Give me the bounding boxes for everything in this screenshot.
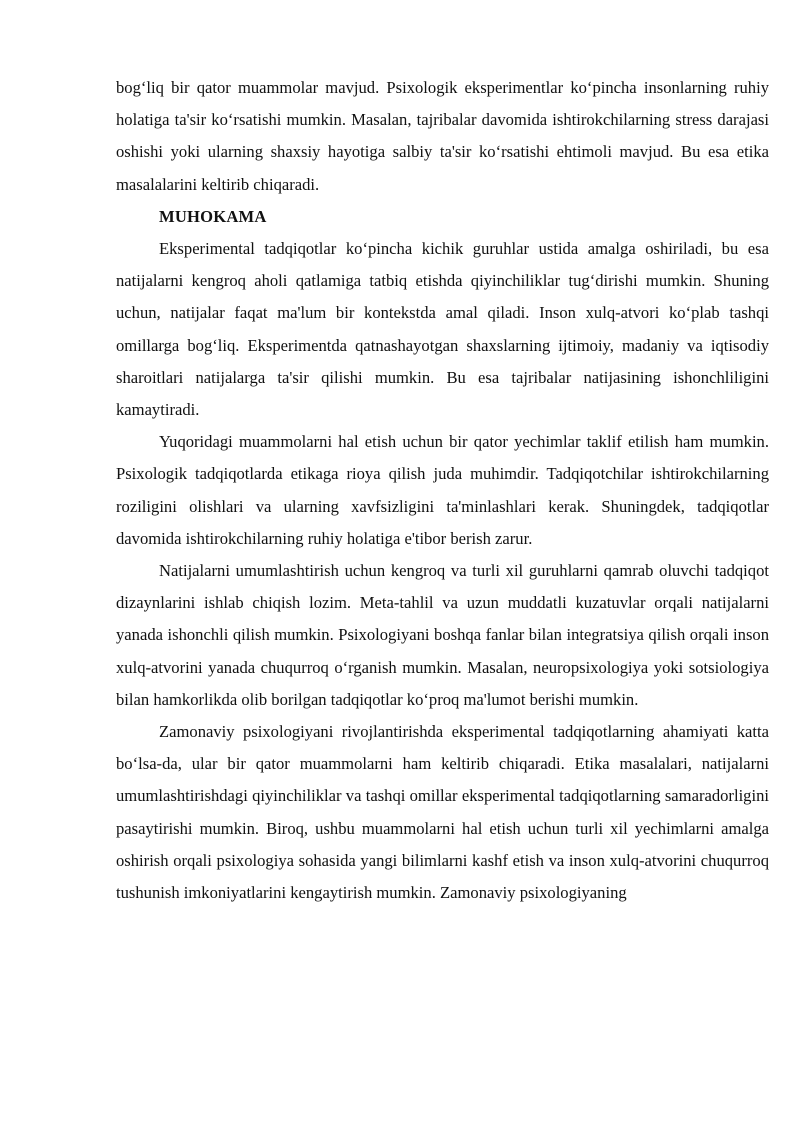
body-paragraph: Eksperimental tadqiqotlar ko‘pincha kichik guruhlar ustida amalga oshiriladi, bu esa natijalarni kengroq aholi qatlamiga tatbiq etishda qiyinchiliklar tug‘dirishi mumkin. Shuning uchun, natijalar faqat ma'lum bir kontekstda amal qiladi. Inson xulq-atvori ko‘plab tashqi omillarga bog‘liq. Eksperimentda qatnashayotgan shaxslarning ijtimoiy, madaniy va iqtisodiy sharoitlari natijalarga ta'sir qilishi mumkin. Bu esa tajribalar natijasining ishonchliligini kamaytiradi.: [116, 239, 769, 420]
section-heading: MUHOKAMA: [159, 206, 267, 226]
document-page: [116, 72, 769, 909]
body-paragraph: Yuqoridagi muammolarni hal etish uchun bir qator yechimlar taklif etilish ham mumkin. Psixologik tadqiqotlarda etikaga rioya qilish juda muhimdir. Tadqiqotchilar ishtirokchilarning roziligini olishlari va ularning xavfsizligini ta'minlashlari kerak. Shuningdek, tadqiqotlar davomida ishtirokchilarning ruhiy holatiga e'tibor berish zarur.: [116, 432, 769, 548]
body-paragraph: Natijalarni umumlashtirish uchun kengroq va turli xil guruhlarni qamrab oluvchi tadqiqot dizaynlarini ishlab chiqish lozim. Meta-tahlil va uzun muddatli kuzatuvlar orqali natijalarni yanada ishonchli qilish mumkin. Psixologiyani boshqa fanlar bilan integratsiya qilish orqali inson xulq-atvorini yanada chuqurroq o‘rganish mumkin. Masalan, neuropsixologiya yoki sotsiologiya bilan hamkorlikda olib borilgan tadqiqotlar ko‘proq ma'lumot berishi mumkin.: [116, 561, 769, 709]
body-paragraph: Zamonaviy psixologiyani rivojlantirishda eksperimental tadqiqotlarning ahamiyati katta bo‘lsa-da, ular bir qator muammolarni ham keltirib chiqaradi. Etika masalalari, natijalarni umumlashtirishdagi qiyinchiliklar va tashqi omillar eksperimental tadqiqotlarning samaradorligini pasaytirishi mumkin. Biroq, ushbu muammolarni hal etish uchun turli xil yechimlarni amalga oshirish orqali psixologiya sohasida yangi bilimlarni kashf etish va inson xulq-atvorini chuqurroq tushunish imkoniyatlarini kengaytirish mumkin. Zamonaviy psixologiyaning: [116, 722, 769, 903]
intro-paragraph: bog‘liq bir qator muammolar mavjud. Psixologik eksperimentlar ko‘pincha insonlarning ruhiy holatiga ta'sir ko‘rsatishi mumkin. Masalan, tajribalar davomida ishtirokchilarning stress darajasi oshishi yoki ularning shaxsiy hayotiga salbiy ta'sir ko‘rsatishi ehtimoli mavjud. Bu esa etika masalalarini keltirib chiqaradi.: [116, 78, 769, 194]
